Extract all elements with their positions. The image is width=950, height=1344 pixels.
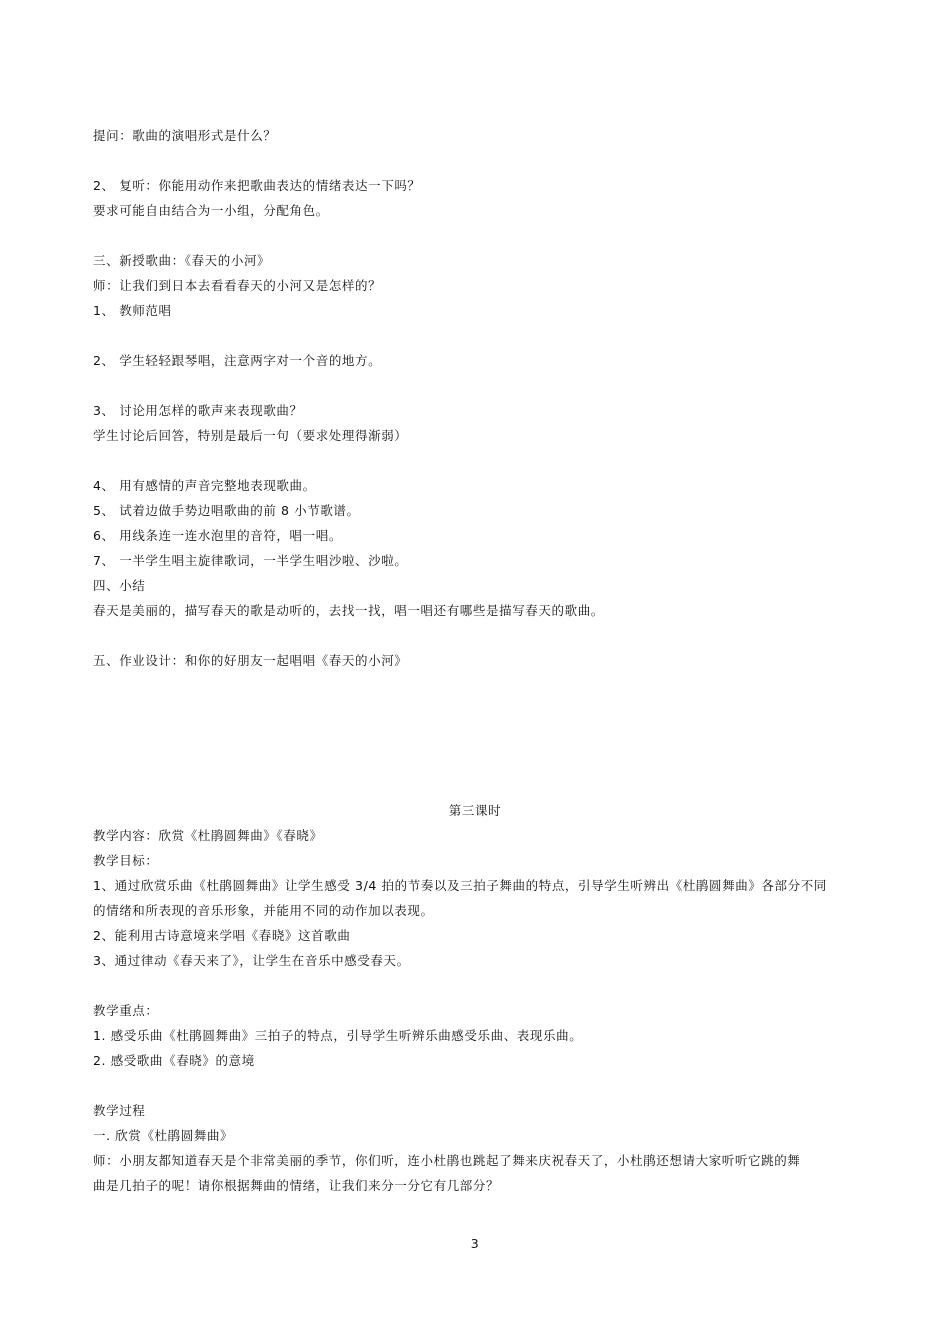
- process-step-1-heading: 一. 欣赏《杜鹃圆舞曲》: [93, 1128, 234, 1143]
- teaching-goals-heading: 教学目标：: [93, 853, 159, 868]
- goal-3: 3、通过律动《春天来了》，让学生在音乐中感受春天。: [93, 953, 410, 968]
- step-2-relisten: 2、 复听：你能用动作来把歌曲表达的情绪表达一下吗？: [93, 178, 421, 193]
- teacher-intro-line-1: 师：小朋友都知道春天是个非常美丽的季节，你们听，连小杜鹃也跳起了舞来庆祝春天了，小杜鹃还想请大家听听它跳的舞: [93, 1153, 801, 1168]
- process-heading: 教学过程: [93, 1103, 146, 1118]
- goal-2: 2、能利用古诗意境来学唱《春晓》这首歌曲: [93, 928, 351, 943]
- page-number: 3: [470, 1236, 480, 1251]
- section-new-song-heading: 三、新授歌曲：《春天的小河》: [93, 253, 271, 268]
- key-points-heading: 教学重点：: [93, 1003, 159, 1018]
- step-1-demo: 1、 教师范唱: [93, 303, 172, 318]
- discuss-answer: 学生讨论后回答，特别是最后一句（要求处理得渐弱）: [93, 428, 408, 443]
- step-5: 5、 试着边做手势边唱歌曲的前 8 小节歌谱。: [93, 503, 360, 518]
- step-7: 7、 一半学生唱主旋律歌词，一半学生唱沙啦、沙啦。: [93, 553, 408, 568]
- key-point-1: 1. 感受乐曲《杜鹃圆舞曲》三拍子的特点，引导学生听辨乐曲感受乐曲、表现乐曲。: [93, 1028, 583, 1043]
- step-6: 6、 用线条连一连水泡里的音符，唱一唱。: [93, 528, 342, 543]
- step-3-discuss: 3、 讨论用怎样的歌声来表现歌曲？: [93, 403, 303, 418]
- step-4: 4、 用有感情的声音完整地表现歌曲。: [93, 478, 316, 493]
- goal-1-line-1: 1、通过欣赏乐曲《杜鹃圆舞曲》让学生感受 3/4 拍的节奏以及三拍子舞曲的特点，引导学生听辨出《杜鹃圆舞曲》各部分不同: [93, 878, 827, 893]
- key-point-2: 2. 感受歌曲《春晓》的意境: [93, 1053, 255, 1068]
- teacher-line: 师：让我们到日本去看看春天的小河又是怎样的？: [93, 278, 382, 293]
- lesson-title: 第三课时: [448, 803, 502, 818]
- teaching-content: 教学内容：欣赏《杜鹃圆舞曲》《春晓》: [93, 828, 323, 843]
- homework-line: 五、作业设计：和你的好朋友一起唱唱《春天的小河》: [93, 653, 408, 668]
- summary-text: 春天是美丽的，描写春天的歌是动听的，去找一找，唱一唱还有哪些是描写春天的歌曲。: [93, 603, 604, 618]
- summary-heading: 四、小结: [93, 578, 146, 593]
- step-2-follow: 2、 学生轻轻跟琴唱，注意两字对一个音的地方。: [93, 353, 382, 368]
- question-line: 提问：歌曲的演唱形式是什么？: [93, 128, 277, 143]
- goal-1-line-2: 的情绪和所表现的音乐形象，并能用不同的动作加以表现。: [93, 903, 434, 918]
- teacher-intro-line-2: 曲是几拍子的呢！请你根据舞曲的情绪，让我们来分一分它有几部分？: [93, 1178, 500, 1193]
- requirement-line: 要求可能自由结合为一小组，分配角色。: [93, 203, 329, 218]
